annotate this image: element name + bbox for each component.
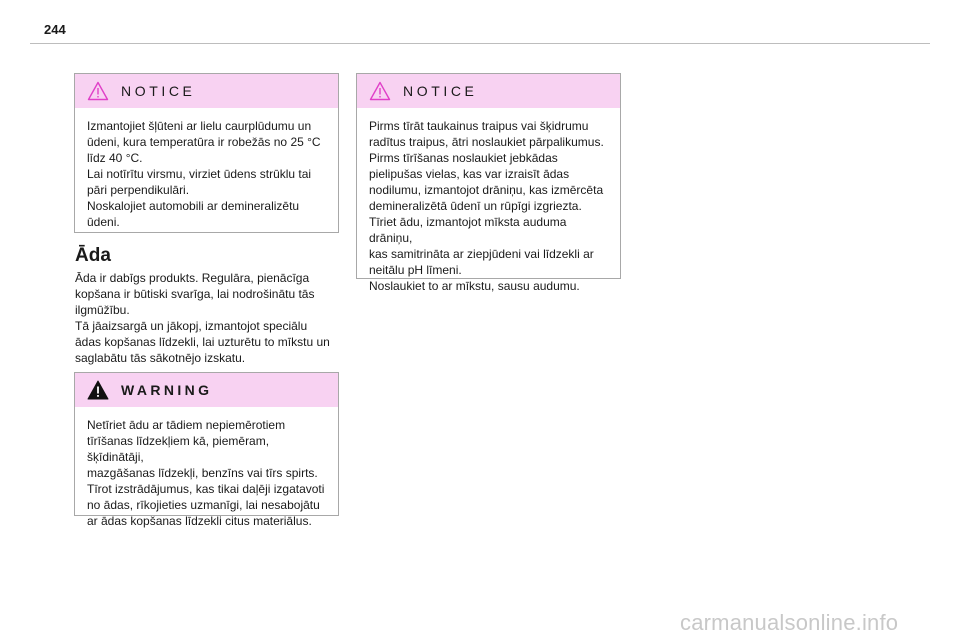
- warning-title: WARNING: [121, 382, 213, 398]
- text-line: Noskalojiet automobili ar demineralizētu: [87, 199, 300, 213]
- text-line: Tīrot izstrādājumus, kas tikai daļēji izgatavoti: [87, 482, 325, 496]
- warning-triangle-outline-icon: [87, 81, 109, 101]
- text-line: Lai notīrītu virsmu, virziet ūdens strūklu tai: [87, 167, 312, 181]
- text-line: Tīriet ādu, izmantojot mīksta auduma drāniņu,: [369, 215, 567, 245]
- text-line: tīrīšanas līdzekļiem kā, piemēram, šķīdinātāji,: [87, 434, 270, 464]
- notice-header: [357, 74, 620, 108]
- text-line: ilgmūžību.: [75, 303, 130, 317]
- warning-box: [74, 372, 339, 528]
- text-line: Netīriet ādu ar tādiem nepiemērotiem: [87, 418, 286, 432]
- watermark: carmanualsonline.info: [680, 610, 899, 635]
- notice-header: [75, 74, 338, 108]
- notice-text: [75, 108, 338, 240]
- text-line: ādas kopšanas līdzekli, lai uzturētu to mīkstu un: [75, 335, 330, 349]
- text-line: Pirms tīrīšanas noslaukiet jebkādas: [369, 151, 558, 165]
- text-line: neitālu pH līmeni.: [369, 263, 462, 277]
- warning-header: [75, 373, 338, 407]
- text-line: ar ādas kopšanas līdzekli citus materiālus.: [87, 514, 312, 528]
- page-number: 244: [44, 22, 66, 37]
- text-line: kas samitrināta ar ziepjūdeni vai līdzekli ar: [369, 247, 594, 261]
- text-line: Pirms tīrāt taukainus traipus vai šķidrumu: [369, 119, 589, 133]
- text-line: no ādas, rīkojieties uzmanīgi, lai nesabojātu: [87, 498, 320, 512]
- text-line: ūdeni, kura temperatūra ir robežās no 25 °C: [87, 135, 321, 149]
- notice-text: [357, 108, 620, 304]
- text-line: Tā jāaizsargā un jākopj, izmantojot speciālu: [75, 319, 308, 333]
- section-body: [75, 270, 340, 366]
- text-line: Izmantojiet šļūteni ar lielu caurplūdumu un: [87, 119, 312, 133]
- notice-box-right: [356, 73, 621, 293]
- text-line: demineralizētā ūdenī un rūpīgi izgriezta.: [369, 199, 582, 213]
- warning-triangle-outline-icon: [369, 81, 391, 101]
- notice-box-left: [74, 73, 339, 233]
- text-line: saglabātu tās sākotnējo izskatu.: [75, 351, 246, 365]
- text-line: kopšana ir būtiski svarīga, lai nodrošinātu tās: [75, 287, 315, 301]
- text-line: ūdeni.: [87, 215, 120, 229]
- text-line: radītus traipus, ātri noslaukiet pārpalikumus.: [369, 135, 604, 149]
- text-line: Āda ir dabīgs produkts. Regulāra, pienācīga: [75, 271, 310, 285]
- text-line: mazgāšanas līdzekļi, benzīns vai tīrs spirts.: [87, 466, 318, 480]
- notice-title: NOTICE: [403, 83, 478, 99]
- text-line: nodilumu, izmantojot drāniņu, kas izmērcēta: [369, 183, 604, 197]
- text-line: Noslaukiet to ar mīkstu, sausu audumu.: [369, 279, 580, 293]
- notice-title: NOTICE: [121, 83, 196, 99]
- text-line: līdz 40 °C.: [87, 151, 143, 165]
- warning-triangle-filled-icon: [87, 380, 109, 400]
- warning-text: [75, 407, 338, 539]
- text-line: pielipušas vielas, kas var izraisīt ādas: [369, 167, 570, 181]
- text-line: pāri perpendikulāri.: [87, 183, 190, 197]
- section-heading: Āda: [75, 245, 111, 266]
- header-divider: [30, 43, 930, 44]
